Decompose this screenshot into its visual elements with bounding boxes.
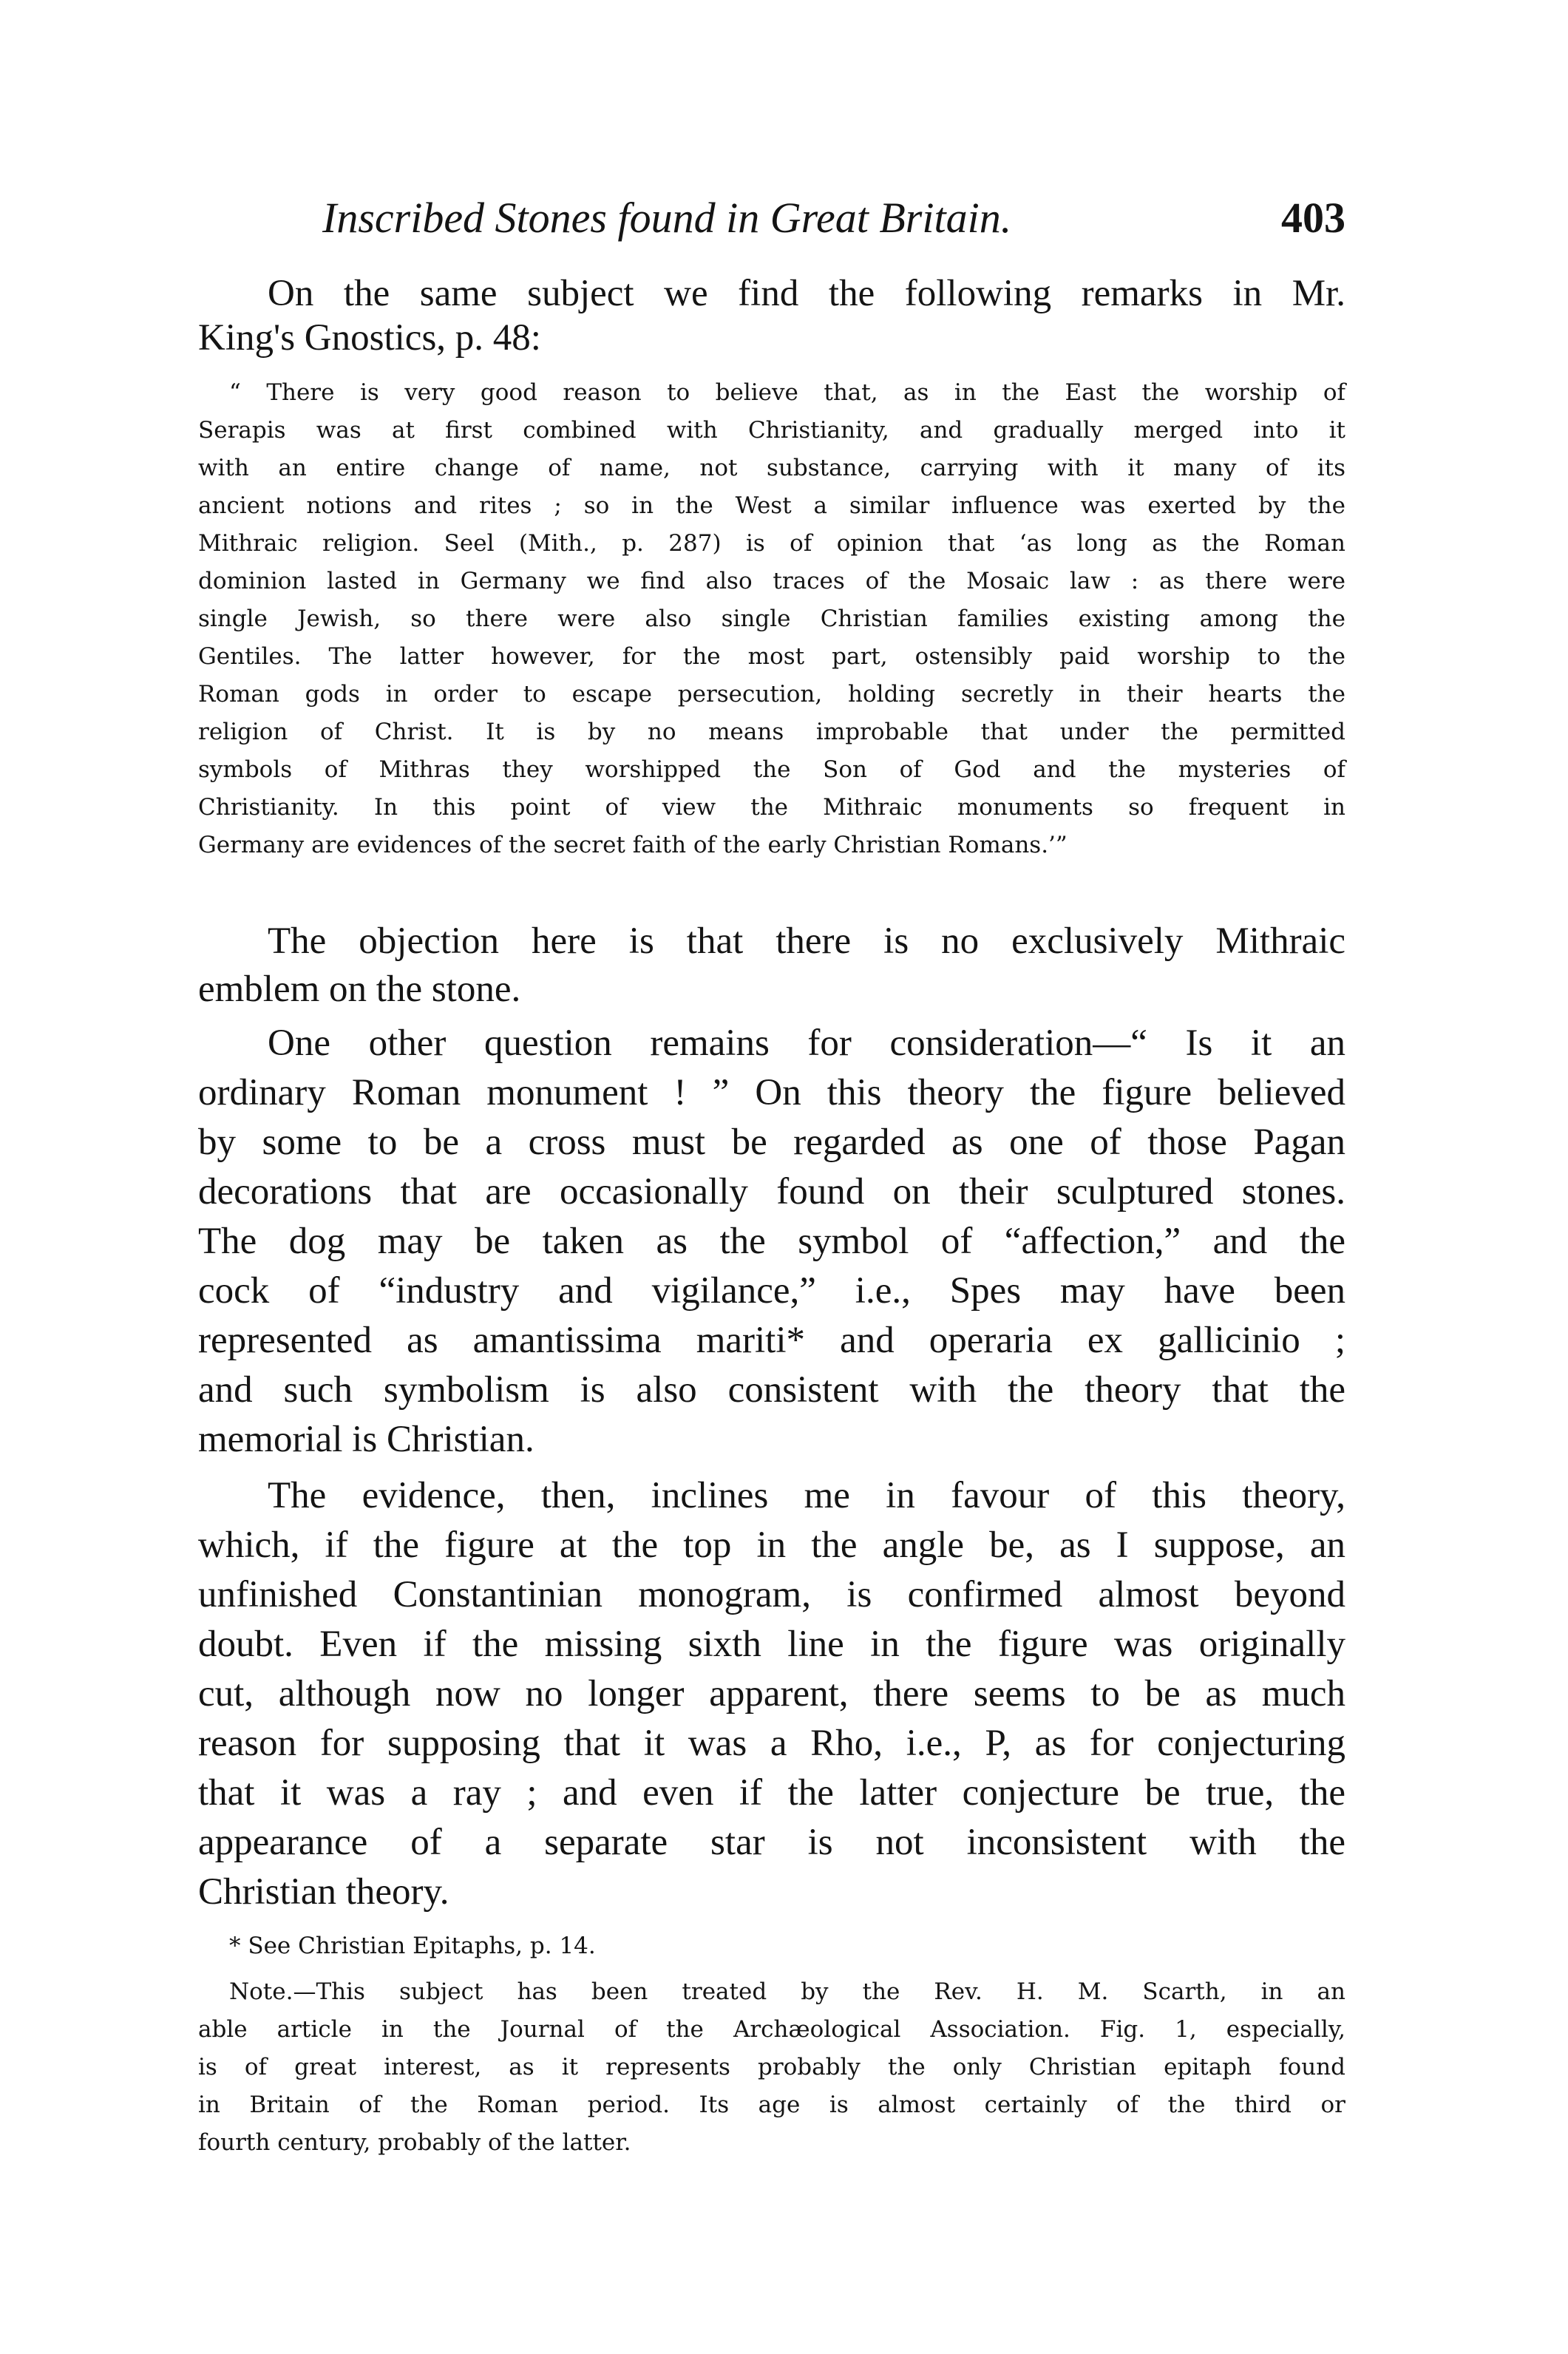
body-line: ordinary Roman monument ! ” On this theory the figure believed (198, 1072, 1345, 1113)
quote-line: single Jewish, so there were also single Christian families existing among the (198, 606, 1345, 632)
note-line: Note.—This subject has been treated by the Rev. H. M. Scarth, in an (229, 1978, 1345, 2005)
body-line: Christian theory. (198, 1871, 449, 1913)
body-line: The evidence, then, inclines me in favour of this theory, (268, 1475, 1345, 1516)
quote-line: religion of Christ. It is by no means improbable that under the permitted (198, 719, 1345, 745)
running-title: Inscribed Stones found in Great Britain. (322, 194, 1012, 242)
body-line: appearance of a separate star is not inconsistent with the (198, 1822, 1345, 1863)
note-line: is of great interest, as it represents probably the only Christian epitaph found (198, 2054, 1345, 2080)
body-line: by some to be a cross must be regarded as one of those Pagan (198, 1122, 1345, 1163)
intro-line: On the same subject we find the following remarks in Mr. (268, 273, 1345, 314)
quote-line: Roman gods in order to escape persecution, holding secretly in their hearts the (198, 681, 1345, 708)
quote-line: Germany are evidences of the secret faith of the early Christian Romans.’” (198, 832, 1068, 858)
body-line: that it was a ray ; and even if the latter conjecture be true, the (198, 1772, 1345, 1814)
quote-line: dominion lasted in Germany we find also traces of the Mosaic law : as there were (198, 568, 1345, 594)
body-line: cock of “industry and vigilance,” i.e., Spes may have been (198, 1270, 1345, 1312)
page-header (198, 189, 1345, 248)
body-line: memorial is Christian. (198, 1419, 534, 1460)
body-line: One other question remains for consideration—“ Is it an (268, 1022, 1345, 1064)
note-line: able article in the Journal of the Archæological Association. Fig. 1, especially, (198, 2016, 1345, 2043)
note-line: in Britain of the Roman period. Its age is almost certainly of the third or (198, 2092, 1345, 2118)
body-line: unfinished Constantinian monogram, is confirmed almost beyond (198, 1574, 1345, 1615)
intro-line: King's Gnostics, p. 48: (198, 317, 541, 359)
quote-line: symbols of Mithras they worshipped the Son of God and the mysteries of (198, 756, 1345, 783)
body-line: The dog may be taken as the symbol of “affection,” and the (198, 1221, 1345, 1262)
quote-line: with an entire change of name, not substance, carrying with it many of its (198, 455, 1345, 481)
page-number: 403 (1281, 194, 1345, 242)
body-line: doubt. Even if the missing sixth line in the figure was originally (198, 1624, 1345, 1665)
body-line: emblem on the stone. (198, 969, 521, 1010)
footnote: * See Christian Epitaphs, p. 14. (229, 1933, 596, 1959)
body-line: which, if the figure at the top in the angle be, as I suppose, an (198, 1524, 1345, 1566)
note-line: fourth century, probably of the latter. (198, 2129, 631, 2156)
quote-line: Christianity. In this point of view the Mithraic monuments so frequent in (198, 794, 1345, 821)
body-line: and such symbolism is also consistent with the theory that the (198, 1369, 1345, 1411)
body-line: represented as amantissima mariti* and operaria ex gallicinio ; (198, 1320, 1345, 1361)
quote-line: Serapis was at first combined with Christianity, and gradually merged into it (198, 417, 1345, 444)
quote-line: Mithraic religion. Seel (Mith., p. 287) is of opinion that ‘as long as the Roman (198, 530, 1345, 557)
body-line: reason for supposing that it was a Rho, i.e., P, as for conjecturing (198, 1723, 1345, 1764)
body-line: decorations that are occasionally found on their sculptured stones. (198, 1171, 1345, 1212)
quote-line: ancient notions and rites ; so in the West a similar influence was exerted by the (198, 492, 1345, 519)
quote-line: “ There is very good reason to believe that, as in the East the worship of (229, 379, 1345, 406)
body-line: The objection here is that there is no exclusively Mithraic (268, 920, 1345, 962)
quote-line: Gentiles. The latter however, for the most part, ostensibly paid worship to the (198, 643, 1345, 670)
body-line: cut, although now no longer apparent, there seems to be as much (198, 1673, 1345, 1714)
